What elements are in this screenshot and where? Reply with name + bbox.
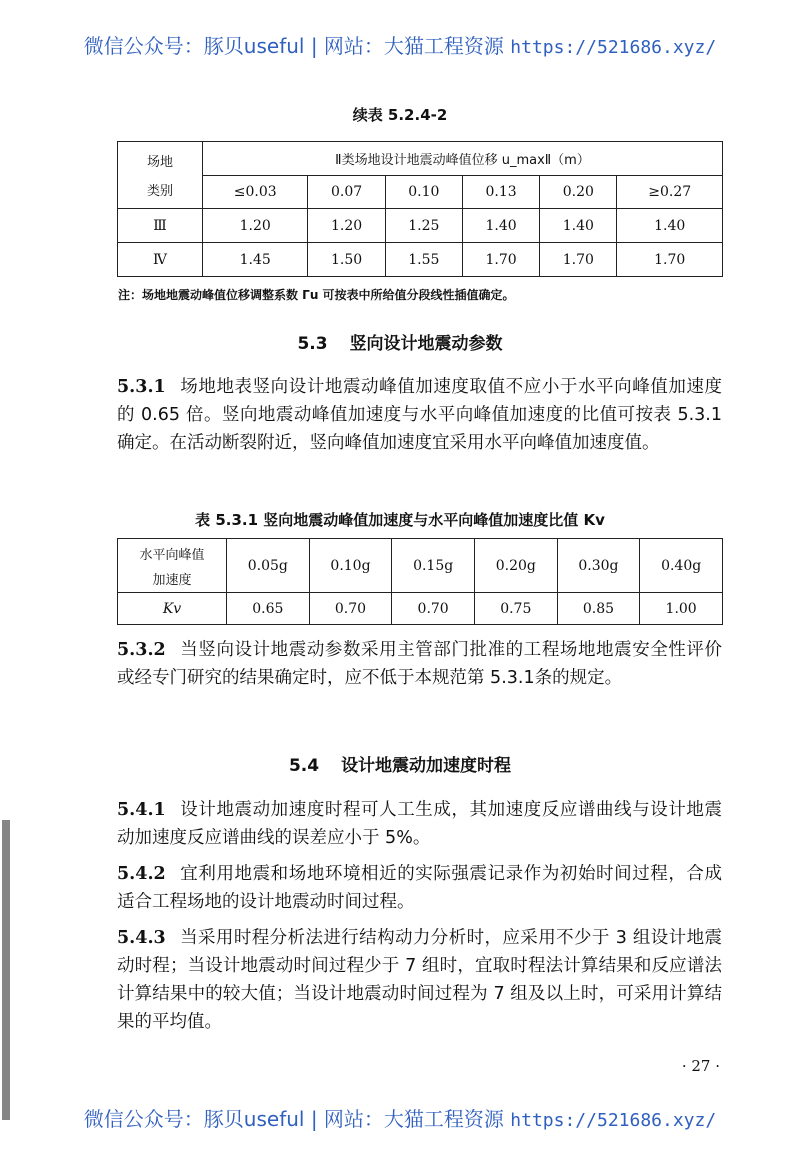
column-header: 0.05g	[227, 539, 310, 593]
clause-paragraph	[117, 373, 722, 457]
table-cell: 0.85	[557, 593, 640, 625]
page-number: · 27 ·	[681, 1057, 720, 1075]
watermark-text: 微信公众号：豚贝useful | 网站：大猫工程资源	[83, 34, 511, 58]
column-header: 0.15g	[392, 539, 475, 593]
scan-edge-mark	[2, 820, 10, 1120]
row-label: Ⅲ	[118, 209, 203, 243]
watermark-url[interactable]: https://521686.xyz/	[510, 37, 717, 58]
table-cell: 1.40	[540, 209, 617, 243]
column-header: 0.07	[308, 176, 385, 209]
table-cell: 1.70	[462, 243, 539, 277]
row-header-line: 加速度	[152, 572, 192, 588]
column-header: 0.40g	[640, 539, 723, 593]
table-cell: 1.20	[203, 209, 308, 243]
table-cell: 0.70	[309, 593, 392, 625]
clause-text: 场地地表竖向设计地震动峰值加速度取值不应小于水平向峰值加速度的 0.65 倍。竖向地震动峰值加速度与水平向峰值加速度的比值可按表 5.3.1 确定。在活动断裂附近，竖向峰值加速度宜采用水平向峰值加速度值。	[117, 377, 722, 453]
clause-text: 宜利用地震和场地环境相近的实际强震记录作为初始时间过程，合成适合工程场地的设计地震动时间过程。	[117, 864, 722, 912]
column-header: 0.30g	[557, 539, 640, 593]
table-note: 注：场地地震动峰值位移调整系数 Γu 可按表中所给值分段线性插值确定。	[118, 288, 515, 302]
column-header: 0.10g	[309, 539, 392, 593]
clause-number: 5.4.3	[117, 928, 166, 948]
table-cell: 1.25	[385, 209, 462, 243]
section-heading	[0, 329, 800, 354]
watermark-top	[0, 30, 800, 59]
column-header-row	[118, 539, 723, 593]
section-number: 5.3	[297, 334, 328, 354]
table-cell: 1.70	[540, 243, 617, 277]
column-header: ≥0.27	[617, 176, 723, 209]
clause-number: 5.3.1	[117, 377, 166, 397]
watermark-bottom	[0, 1103, 800, 1132]
clause-number: 5.4.2	[117, 864, 166, 884]
section-number: 5.4	[288, 756, 320, 776]
table-cell: 1.45	[203, 243, 308, 277]
table-cell: 1.40	[617, 209, 723, 243]
table-cell: 0.75	[474, 593, 557, 625]
row-header-line: 水平向峰值	[139, 547, 205, 563]
clause-paragraph	[117, 924, 722, 1036]
column-header-row	[118, 176, 723, 209]
table-caption: 续表 5.2.4-2	[352, 106, 448, 124]
row-label: Kv	[118, 593, 227, 625]
column-header: 0.20	[540, 176, 617, 209]
table-row	[118, 209, 723, 243]
section-heading	[0, 751, 800, 776]
site-displacement-table	[117, 141, 723, 277]
table-row	[118, 593, 723, 625]
column-header: 0.13	[462, 176, 539, 209]
vertical-ratio-table	[117, 538, 723, 625]
clause-number: 5.3.2	[117, 640, 166, 660]
group-header: Ⅱ类场地设计地震动峰值位移 u_maxⅡ（m）	[203, 142, 723, 176]
clause-text: 当竖向设计地震动参数采用主管部门批准的工程场地地震安全性评价或经专门研究的结果确定时，应不低于本规范第 5.3.1条的规定。	[117, 640, 722, 688]
table-cell: 1.55	[385, 243, 462, 277]
section-title: 设计地震动加速度时程	[341, 756, 512, 776]
watermark-url[interactable]: https://521686.xyz/	[510, 1110, 717, 1131]
clause-paragraph	[117, 636, 722, 692]
table-cell: 1.00	[640, 593, 723, 625]
clause-text: 当采用时程分析法进行结构动力分析时，应采用不少于 3 组设计地震动时程；当设计地震动时间过程少于 7 组时，宜取时程法计算结果和反应谱法计算结果中的较大值；当设计地震动时间过程为 7 组及以上时，可采用计算结果的平均值。	[117, 928, 722, 1032]
row-header-line: 类别	[146, 184, 173, 199]
row-header-cell	[118, 142, 203, 209]
clause-number: 5.4.1	[117, 800, 166, 820]
table-cell: 1.40	[462, 209, 539, 243]
table-row	[118, 243, 723, 277]
row-header-cell	[118, 539, 227, 593]
row-label: Ⅳ	[118, 243, 203, 277]
column-header: ≤0.03	[203, 176, 308, 209]
table-cell: 1.50	[308, 243, 385, 277]
clause-paragraph	[117, 796, 722, 852]
table-cell: 0.65	[227, 593, 310, 625]
table-caption: 表 5.3.1 竖向地震动峰值加速度与水平向峰值加速度比值 Kv	[195, 511, 605, 529]
clause-paragraph	[117, 860, 722, 916]
table-cell: 1.20	[308, 209, 385, 243]
column-header: 0.20g	[474, 539, 557, 593]
column-header: 0.10	[385, 176, 462, 209]
table-cell: 1.70	[617, 243, 723, 277]
table-cell: 0.70	[392, 593, 475, 625]
watermark-text: 微信公众号：豚贝useful | 网站：大猫工程资源	[83, 1107, 511, 1131]
section-title: 竖向设计地震动参数	[349, 334, 503, 354]
row-header-line: 场地	[146, 155, 173, 170]
clause-text: 设计地震动加速度时程可人工生成，其加速度反应谱曲线与设计地震动加速度反应谱曲线的误差应小于 5%。	[117, 800, 722, 848]
